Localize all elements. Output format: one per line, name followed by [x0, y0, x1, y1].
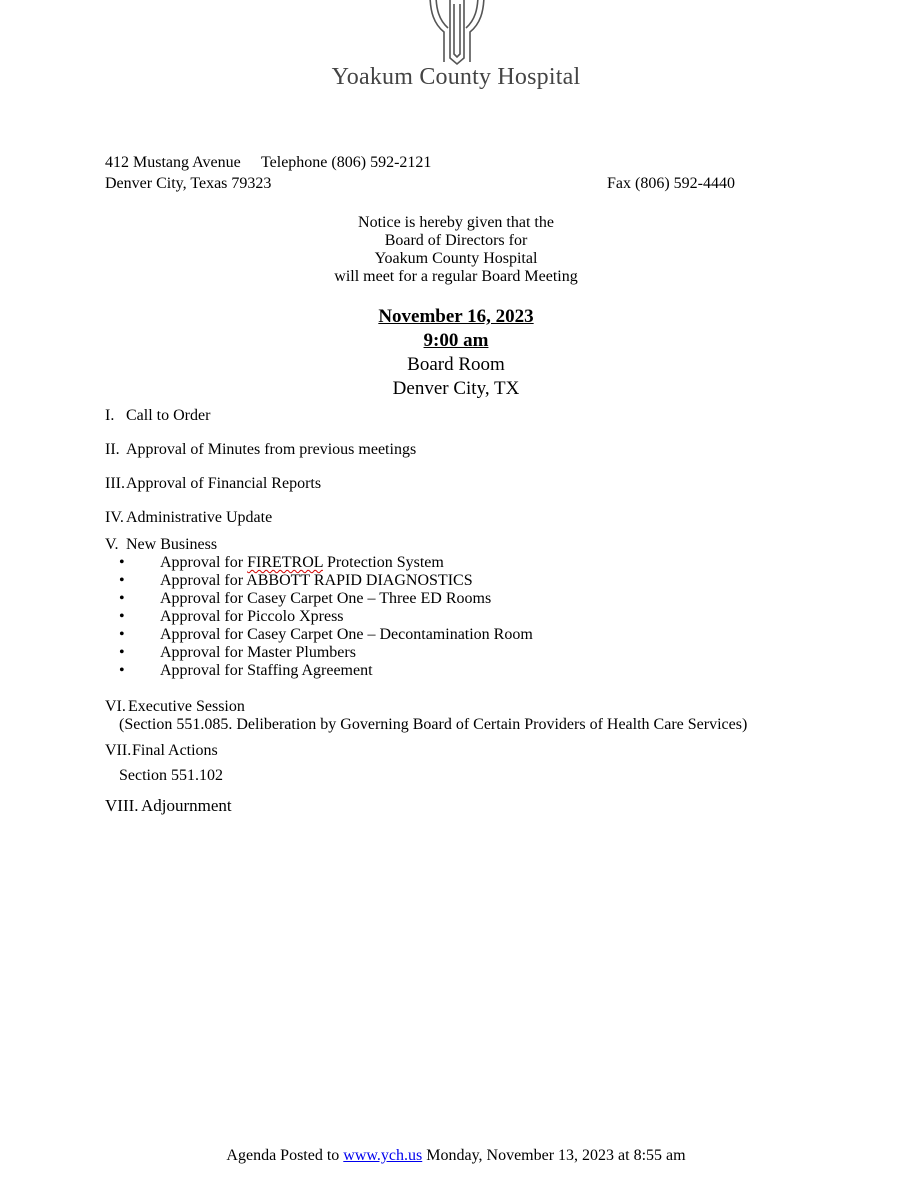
sub-item-label: Approval for Staffing Agreement — [160, 662, 373, 679]
sub-item-label: Approval for Master Plumbers — [160, 644, 356, 661]
notice-line-4: will meet for a regular Board Meeting — [334, 268, 578, 285]
executive-session-note: (Section 551.085. Deliberation by Governing Board of Certain Providers of Health Care Services) — [119, 716, 748, 733]
agenda-item-number: VI. — [105, 698, 126, 715]
agenda-item-adjournment: Adjournment — [141, 796, 232, 815]
agenda-item-final-actions: Final Actions — [132, 742, 218, 759]
agenda-item-financial-reports: Approval of Financial Reports — [126, 475, 322, 492]
notice-line-1: Notice is hereby given that the — [358, 214, 554, 231]
sub-item-suffix: Protection System — [322, 554, 444, 571]
agenda-item-number: VIII. — [105, 796, 139, 815]
meeting-city: Denver City, TX — [392, 378, 520, 399]
agenda-item-number: I. — [105, 407, 115, 424]
list-item — [119, 644, 356, 662]
posting-footer — [0, 1147, 912, 1165]
agenda-item-new-business: New Business — [126, 536, 218, 553]
bullet: • — [119, 644, 125, 661]
hospital-logo — [424, 0, 490, 68]
list-item — [119, 554, 444, 572]
notice-line-3: Yoakum County Hospital — [374, 250, 538, 267]
meeting-date: November 16, 2023 — [378, 306, 534, 327]
agenda-item-number: V. — [105, 536, 119, 553]
sub-item-label: Approval for Piccolo Xpress — [160, 608, 344, 625]
sub-item-label: Approval for Casey Carpet One – Decontamination Room — [160, 626, 533, 643]
bullet: • — [119, 572, 125, 589]
agenda-item-approval-minutes: Approval of Minutes from previous meetings — [126, 441, 417, 458]
bullet: • — [119, 590, 125, 607]
firetrol-text: FIRETROL — [247, 554, 323, 571]
agenda-item-number: VII. — [105, 742, 132, 759]
meeting-time: 9:00 am — [423, 330, 489, 351]
footer-prefix: Agenda Posted to — [226, 1147, 344, 1164]
list-item — [119, 626, 533, 644]
agenda-item-executive-session: Executive Session — [128, 698, 245, 715]
sub-item-label: Approval for Casey Carpet One – Three ED Rooms — [160, 590, 492, 607]
agenda-item-number: II. — [105, 441, 120, 458]
sub-item-prefix: Approval for — [160, 554, 248, 571]
agenda-item-administrative-update: Administrative Update — [126, 509, 273, 526]
footer-suffix: Monday, November 13, 2023 at 8:55 am — [422, 1147, 686, 1164]
address-line-2: Denver City, Texas 79323 — [105, 175, 272, 192]
agenda-item-number: III. — [105, 475, 125, 492]
bullet: • — [119, 554, 125, 571]
list-item — [119, 662, 373, 680]
hospital-name: Yoakum County Hospital — [331, 64, 581, 90]
fax: Fax (806) 592-4440 — [607, 175, 735, 192]
website-link[interactable]: www.ych.us — [343, 1147, 423, 1164]
agenda-item-call-to-order: Call to Order — [126, 407, 211, 424]
bullet: • — [119, 626, 125, 643]
final-actions-note: Section 551.102 — [119, 767, 223, 784]
meeting-room: Board Room — [407, 354, 505, 375]
bullet: • — [119, 662, 125, 679]
notice-line-2: Board of Directors for — [384, 232, 528, 249]
telephone: Telephone (806) 592-2121 — [261, 154, 432, 171]
bullet: • — [119, 608, 125, 625]
list-item — [119, 590, 491, 608]
sub-item-label: Approval for ABBOTT RAPID DIAGNOSTICS — [160, 572, 473, 589]
list-item — [119, 572, 473, 590]
address-line-1: 412 Mustang Avenue — [105, 154, 241, 171]
list-item — [119, 608, 344, 626]
agenda-item-number: IV. — [105, 509, 124, 526]
